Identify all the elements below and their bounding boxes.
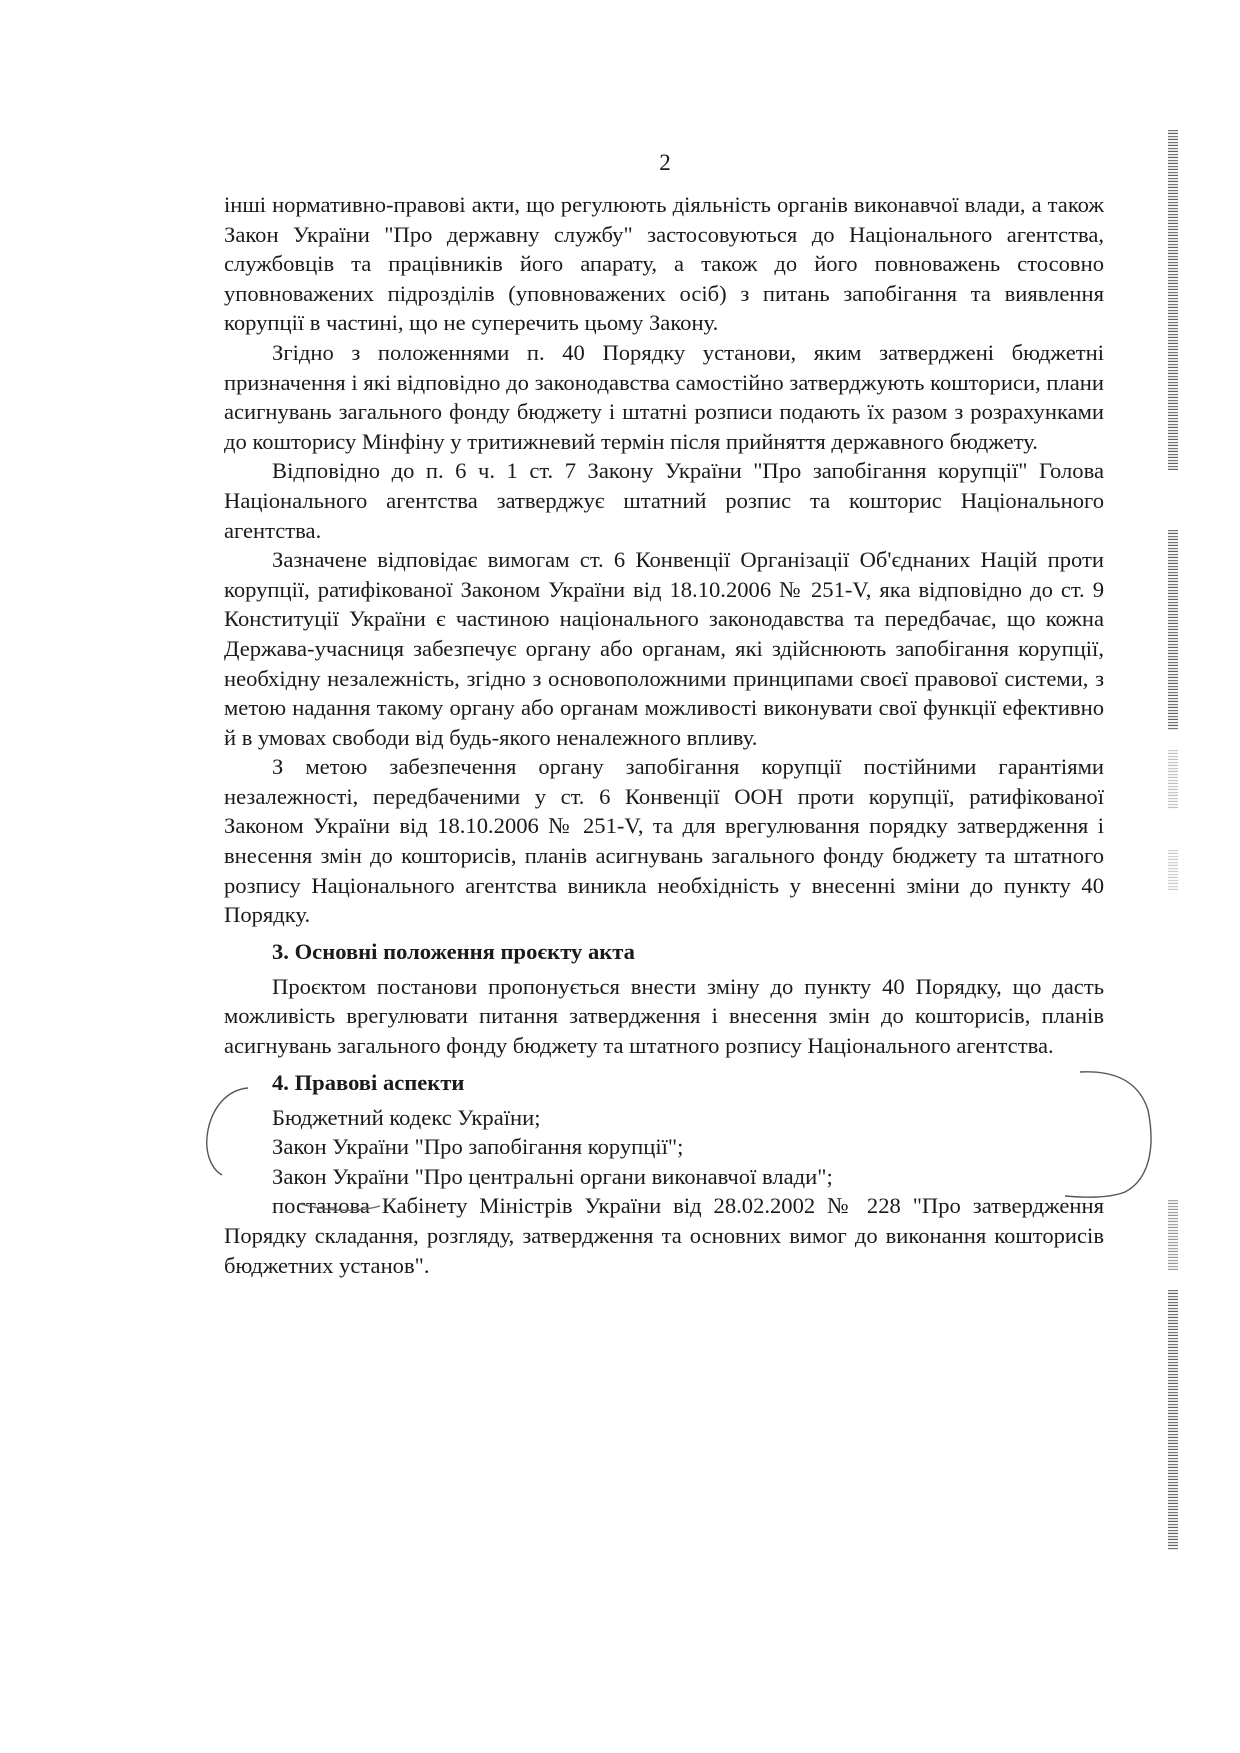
section-4-heading: 4. Правові аспекти: [272, 1069, 465, 1095]
scan-strip-2: [1168, 530, 1178, 730]
scanner-edge-marks: [1168, 110, 1182, 1510]
document-body: [224, 190, 1104, 1280]
paragraph-budget-order: Згідно з положеннями п. 40 Порядку установи, яким затверджені бюджетні призначення і які відповідно до законодавства самостійно затверджують кошториси, плани асигнувань загального фонду бюджету і штатні розписи подають їх разом з розрахунками до кошторису Мінфіну у тритижневий термін після прийняття державного бюджету.: [224, 339, 1104, 454]
paragraph-continuation: інші нормативно-правові акти, що регулюють діяльність органів виконавчої влади, а також Закон України "Про державну службу" застосовуються до Національного агентства, службовців та працівників його апарату, а також до його повноважень стосовно уповноважених підрозділів (уповноважених осіб) з питань запобігання та виявлення корупції в частині, що не суперечить цьому Закону.: [224, 192, 1104, 336]
paragraph-un-convention: Зазначене відповідає вимогам ст. 6 Конвенції Організації Об'єднаних Націй проти корупції, ратифікованої Законом України від 18.10.2006 № 251-V, яка відповідно до ст. 9 Конституції України є частиною національного законодавства та передбачає, що кожна Держава-учасниця забезпечує органу або органам, які здійснюють запобігання корупції, необхідну незалежність, згідно з основоположними принципами своєї правової системи, з метою надання такому органу або органам можливості виконувати свої функції ефективно й в умовах свободи від будь-якого неналежного впливу.: [224, 547, 1104, 750]
section-3-text: Проєктом постанови пропонується внести зміну до пункту 40 Порядку, що дасть можливість врегулювати питання затвердження і внесення змін до кошторисів, планів асигнувань загального фонду бюджету та штатного розпису Національного агентства.: [224, 973, 1104, 1059]
legal-item-budget-code: Бюджетний кодекс України;: [272, 1104, 541, 1130]
section-3-heading: 3. Основні положення проєкту акта: [272, 938, 635, 964]
legal-item-anticorruption-law: Закон України "Про запобігання корупції";: [272, 1134, 684, 1160]
scan-strip-4: [1168, 850, 1178, 890]
scan-strip-6: [1168, 1290, 1178, 1550]
page-number: 2: [659, 150, 671, 175]
legal-item-cabinet-resolution: постанова Кабінету Міністрів України від 28.02.2002 № 228 "Про затвердження Порядку складання, розгляду, затвердження та основних вимог до виконання кошторисів бюджетних установ".: [224, 1193, 1104, 1278]
scan-strip-5: [1168, 1200, 1178, 1270]
paragraph-independence: З метою забезпечення органу запобігання корупції постійними гарантіями незалежності, передбаченими у ст. 6 Конвенції ООН проти корупції, ратифікованої Законом України від 18.10.2006 № 251-V, та для врегулювання порядку затвердження і внесення змін до кошторисів, планів асигнувань загального фонду бюджету та штатного розпису Національного агентства виникла необхідність у внесенні зміни до пункту 40 Порядку.: [224, 754, 1104, 928]
paragraph-head-approves: Відповідно до п. 6 ч. 1 ст. 7 Закону України "Про запобігання корупції" Голова Національного агентства затверджує штатний розпис та кошторис Національного агентства.: [224, 458, 1104, 543]
scan-strip-1: [1168, 130, 1178, 470]
legal-item-executive-bodies-law: Закон України "Про центральні органи виконавчої влади";: [272, 1163, 833, 1189]
scan-strip-3: [1168, 750, 1178, 810]
